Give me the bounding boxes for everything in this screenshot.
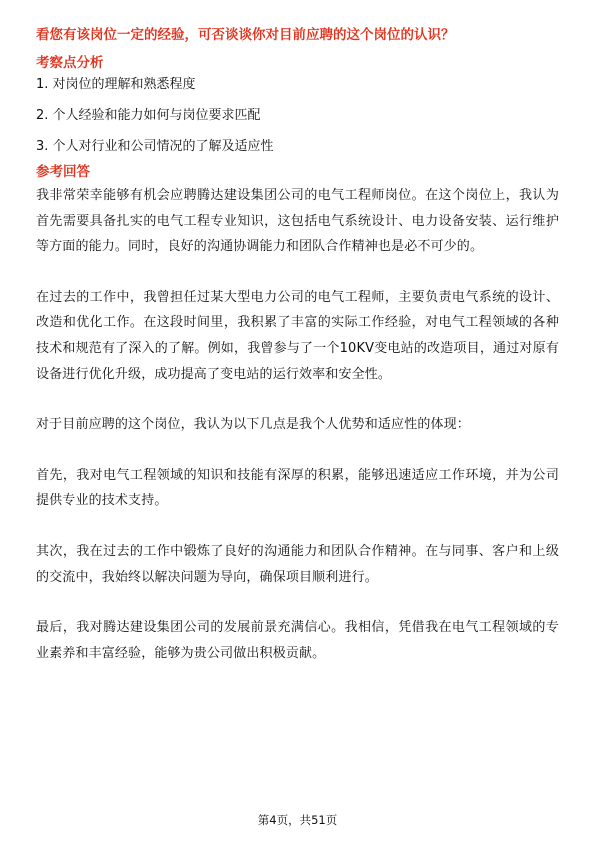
answer-paragraph-5: 其次，我在过去的工作中锻炼了良好的沟通能力和团队合作精神。在与同事、客户和上级的交流中，我始终以解决问题为导向，确保项目顺利进行。 <box>36 543 559 585</box>
answer-paragraph-2: 在过去的工作中，我曾担任过某大型电力公司的电气工程师，主要负责电气系统的设计、改造和优化工作。在这段时间里，我积累了丰富的实际工作经验，对电气工程领域的各种技术和规范有了深入的了解。例如，我曾参与了一个10KV变电站的改造项目，通过对原有设备进行优化升级，成功提高了变电站的运行效率和安全性。 <box>36 289 559 382</box>
page-footer: 第4页，共51页 <box>257 813 338 827</box>
analysis-point: 2. 个人经验和能力如何与岗位要求匹配 <box>36 108 261 123</box>
paragraph-gap <box>36 387 559 412</box>
analysis-points-list <box>36 76 559 156</box>
answer-title: 参考回答 <box>36 164 90 180</box>
analysis-point: 1. 对岗位的理解和熟悉程度 <box>36 77 196 92</box>
answer-paragraph-1: 我非常荣幸能够有机会应聘腾达建设集团公司的电气工程师岗位。在这个岗位上，我认为首先需要具备扎实的电气工程专业知识，这包括电气系统设计、电力设备安装、运行维护等方面的能力。同时，良好的沟通协调能力和团队合作精神也是必不可少的。 <box>36 188 559 255</box>
answer-paragraph-4: 首先，我对电气工程领域的知识和技能有深厚的积累，能够迅速适应工作环境，并为公司提供专业的技术支持。 <box>36 467 559 509</box>
analysis-point: 3. 个人对行业和公司情况的了解及适应性 <box>36 139 274 154</box>
paragraph-gap <box>36 590 559 615</box>
analysis-title: 考察点分析 <box>36 55 104 71</box>
paragraph-gap <box>36 438 559 463</box>
question-heading: 看您有该岗位一定的经验，可否谈谈你对目前应聘的这个岗位的认识？ <box>36 27 455 43</box>
answer-paragraph-6: 最后，我对腾达建设集团公司的发展前景充满信心。我相信，凭借我在电气工程领域的专业素养和丰富经验，能够为贵公司做出积极贡献。 <box>36 620 559 661</box>
paragraph-gap <box>36 514 559 539</box>
paragraph-gap <box>36 260 559 285</box>
answer-paragraph-3: 对于目前应聘的这个岗位，我认为以下几点是我个人优势和适应性的体现： <box>36 417 470 433</box>
